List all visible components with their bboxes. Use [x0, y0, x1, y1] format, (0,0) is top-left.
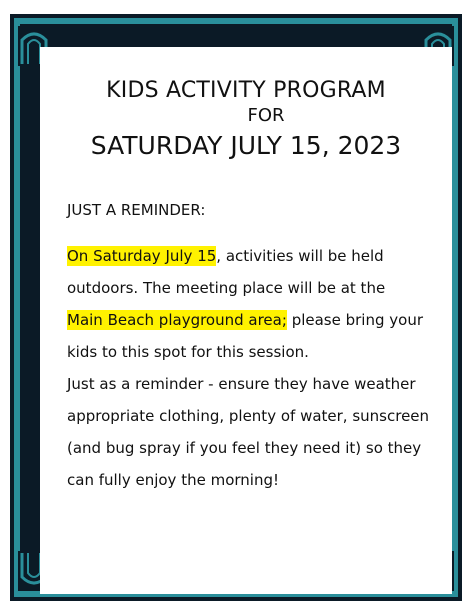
- title-line-date: SATURDAY JULY 15, 2023: [90, 131, 402, 160]
- body-line: [67, 304, 439, 336]
- body-line: Just as a reminder - ensure they have weather: [67, 375, 416, 393]
- flyer-page: [40, 47, 452, 594]
- body-line-text: , activities will be held: [216, 247, 384, 265]
- body-line: [67, 240, 439, 272]
- reminder-heading: JUST A REMINDER:: [67, 201, 206, 219]
- body-line-text: please bring your: [286, 311, 423, 329]
- body-line: (and bug spray if you feel they need it) so they: [67, 439, 422, 457]
- title-line-for: FOR: [247, 105, 285, 126]
- title-line-program: KIDS ACTIVITY PROGRAM: [106, 78, 386, 103]
- highlighted-date: On Saturday July 15: [67, 247, 217, 265]
- body-line: outdoors. The meeting place will be at the: [67, 279, 386, 297]
- highlighted-location: Main Beach playground area;: [67, 311, 287, 329]
- flyer-title: [40, 77, 452, 163]
- body-line: kids to this spot for this session.: [67, 343, 309, 361]
- body-line: can fully enjoy the morning!: [67, 471, 279, 489]
- flyer-body: [67, 194, 439, 496]
- decorative-frame: [10, 14, 462, 601]
- body-line: appropriate clothing, plenty of water, sunscreen: [67, 407, 430, 425]
